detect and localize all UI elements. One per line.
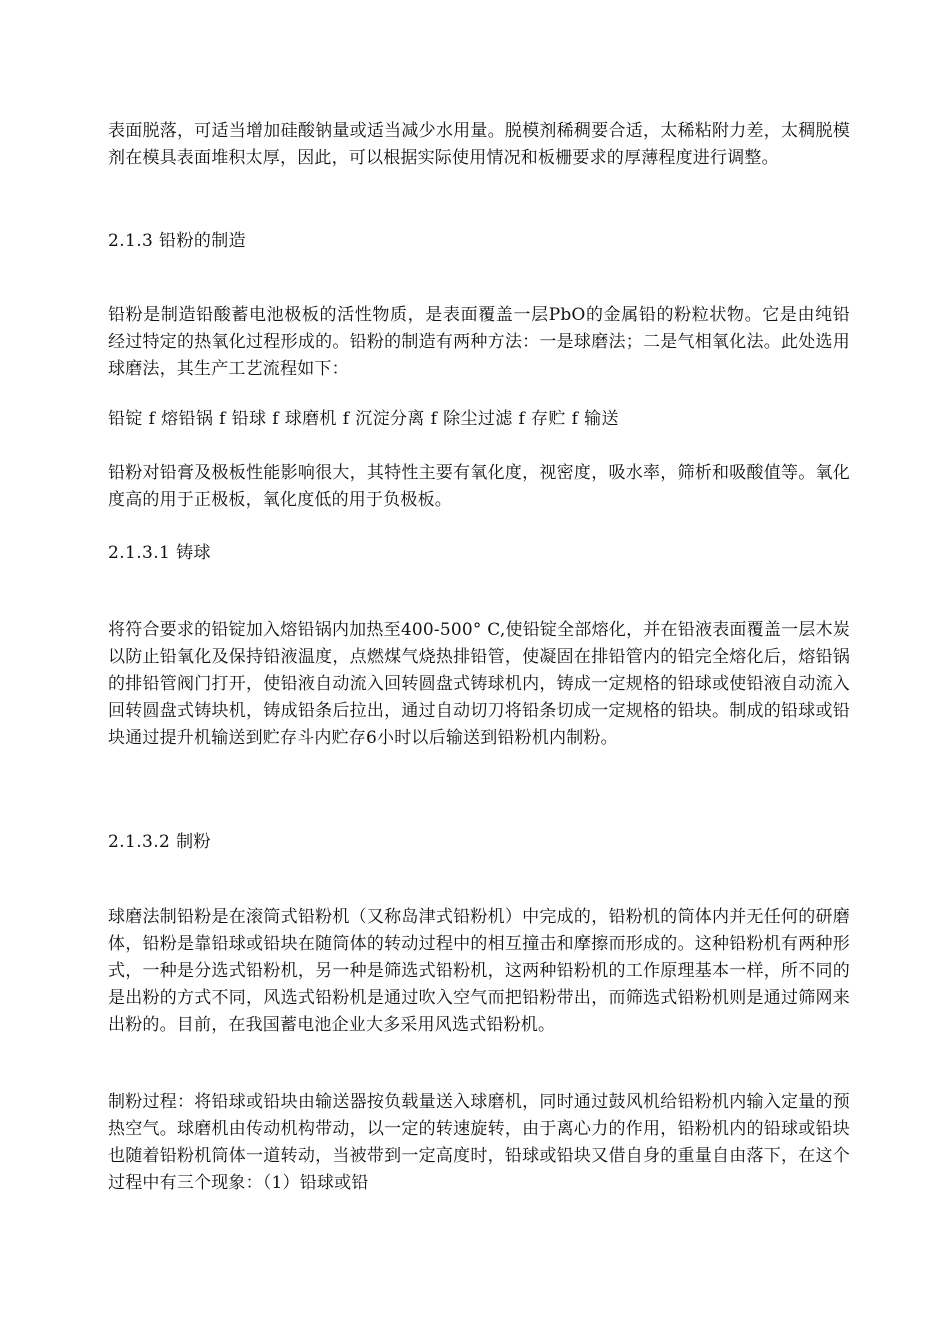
- paragraph-lead-powder-intro: 铅粉是制造铅酸蓄电池极板的活性物质，是表面覆盖一层PbO的金属铅的粉粒状物。它是由纯铅经过特定的热氧化过程形成的。铅粉的制造有两种方法：一是球磨法；二是气相氧化法。此处选用球磨法，其生产工艺流程如下：: [108, 305, 850, 379]
- section-heading-2-1-3-2: 2.1.3.2 制粉: [108, 832, 211, 852]
- paragraph-ball-milling: 球磨法制铅粉是在滚筒式铅粉机（又称岛津式铅粉机）中完成的，铅粉机的筒体内并无任何的研磨体，铅粉是靠铅球或铅块在随筒体的转动过程中的相互撞击和摩擦而形成的。这种铅粉机有两种形式，一种是分选式铅粉机，另一种是筛选式铅粉机，这两种铅粉机的工作原理基本一样，所不同的是出粉的方式不同，风选式铅粉机是通过吹入空气而把铅粉带出，而筛选式铅粉机则是通过筛网来出粉的。目前，在我国蓄电池企业大多采用风选式铅粉机。: [108, 907, 850, 1035]
- section-heading-2-1-3: 2.1.3 铅粉的制造: [108, 231, 247, 251]
- paragraph-milling-process: 制粉过程：将铅球或铅块由输送器按负载量送入球磨机，同时通过鼓风机给铅粉机内输入定量的预热空气。球磨机由传动机构带动，以一定的转速旋转，由于离心力的作用，铅粉机内的铅球或铅块也随着铅粉机筒体一道转动，当被带到一定高度时，铅球或铅块又借自身的重量自由落下，在这个过程中有三个现象：（1）铅球或铅: [108, 1092, 850, 1193]
- paragraph-powder-properties: 铅粉对铅膏及极板性能影响很大，其特性主要有氧化度，视密度，吸水率，筛析和吸酸值等。氧化度高的用于正极板，氧化度低的用于负极板。: [108, 463, 850, 510]
- paragraph-release-agent: 表面脱落，可适当增加硅酸钠量或适当减少水用量。脱模剂稀稠要合适，太稀粘附力差，太稠脱模剂在模具表面堆积太厚，因此，可以根据实际使用情况和板栅要求的厚薄程度进行调整。: [108, 121, 850, 168]
- section-heading-2-1-3-1: 2.1.3.1 铸球: [108, 543, 211, 563]
- process-flow-line: 铅锭 f 熔铅锅 f 铅球 f 球磨机 f 沉淀分离 f 除尘过滤 f 存贮 f 输送: [108, 409, 619, 429]
- paragraph-ball-casting: 将符合要求的铅锭加入熔铅锅内加热至400-500° C,使铅锭全部熔化，并在铅液表面覆盖一层木炭以防止铅氧化及保持铅液温度，点燃煤气烧热排铅管，使凝固在排铅管内的铅完全熔化后，熔铅锅的排铅管阀门打开，使铅液自动流入回转圆盘式铸球机内，铸成一定规格的铅球或使铅液自动流入回转圆盘式铸块机，铸成铅条后拉出，通过自动切刀将铅条切成一定规格的铅块。制成的铅球或铅块通过提升机输送到贮存斗内贮存6小时以后输送到铅粉机内制粉。: [108, 620, 850, 748]
